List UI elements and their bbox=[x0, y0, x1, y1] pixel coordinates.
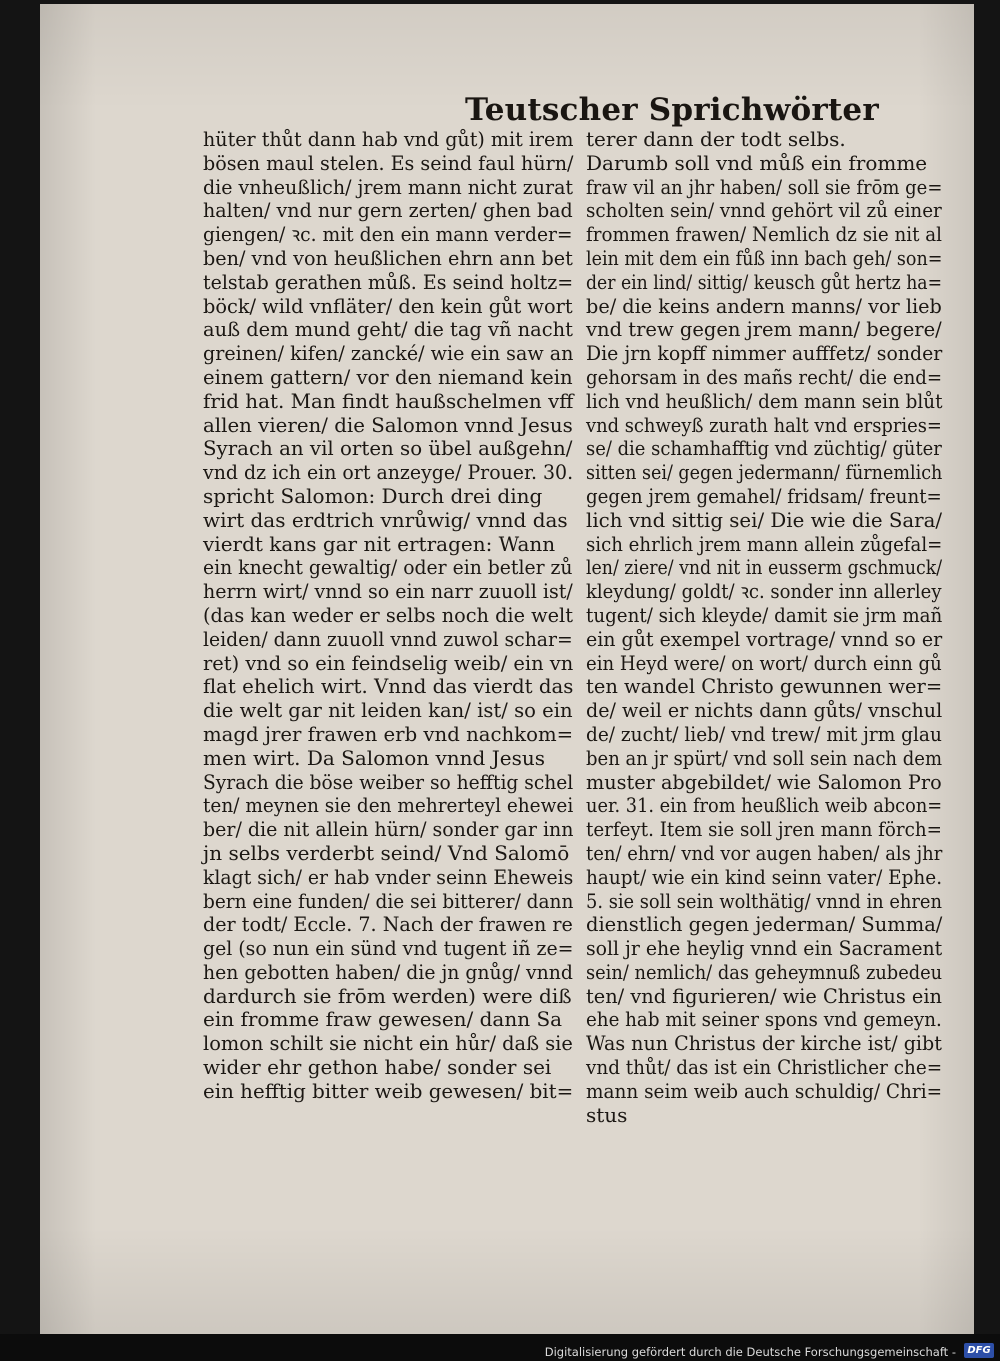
text-line: bösen maul stelen. Es seind faul hürn/ bbox=[203, 150, 574, 175]
text-line: be/ die keins andern manns/ vor lieb bbox=[586, 293, 942, 318]
text-line: halten/ vnd nur gern zerten/ ghen bad bbox=[203, 198, 573, 223]
text-line: vnd thůt/ das ist ein Christlicher che= bbox=[586, 1055, 943, 1080]
text-line: de/ weil er nichts dann gůts/ vnschul bbox=[586, 698, 943, 723]
running-head: Teutscher Sprichwörter bbox=[465, 92, 879, 128]
text-line: ten/ meynen sie den mehrerteyl ehewei bbox=[203, 793, 574, 818]
text-line: vnd trew gegen jrem mann/ begere/ bbox=[586, 317, 942, 342]
text-line: sich ehrlich jrem mann allein zůgefal= bbox=[586, 531, 943, 556]
text-line: böck/ wild vnfläter/ den kein gůt wort bbox=[203, 293, 573, 318]
text-line: ten/ vnd figurieren/ wie Christus ein bbox=[586, 983, 943, 1008]
text-line: Syrach an vil orten so übel außgehn/ bbox=[203, 436, 573, 461]
text-line: terfeyt. Item sie soll jren mann förch= bbox=[586, 817, 942, 842]
text-line: hüter thůt dann hab vnd gůt) mit irem bbox=[203, 127, 574, 151]
text-line: vierdt kans gar nit ertragen: Wann bbox=[203, 531, 556, 556]
text-line: se/ die schamhafftig vnd züchtig/ güter bbox=[586, 436, 942, 461]
text-line: ehe hab mit seiner spons vnd gemeyn. bbox=[586, 1007, 942, 1032]
text-line: len/ ziere/ vnd nit in eusserm gschmuck/ bbox=[586, 555, 943, 580]
text-line: vnd dz ich ein ort anzeyge/ Prouer. 30. bbox=[203, 460, 574, 485]
text-line: wirt das erdtrich vnrůwig/ vnnd das bbox=[203, 507, 568, 532]
text-line: Was nun Christus der kirche ist/ gibt bbox=[586, 1031, 942, 1056]
text-line: ein fromme fraw gewesen/ dann Sa bbox=[203, 1007, 563, 1032]
text-line: fraw vil an jhr haben/ soll sie frōm ge= bbox=[586, 174, 943, 199]
text-line: bern eine funden/ die sei bitterer/ dann bbox=[203, 888, 574, 913]
text-line: ten wandel Christo gewunnen wer= bbox=[586, 674, 943, 699]
text-line: gehorsam in des mañs recht/ die end= bbox=[586, 364, 943, 389]
text-line: scholten sein/ vnnd gehört vil zů einer bbox=[586, 198, 942, 223]
text-line: men wirt. Da Salomon vnnd Jesus bbox=[203, 745, 545, 770]
text-line: die vnheußlich/ jrem mann nicht zurat bbox=[203, 174, 574, 199]
text-line: giengen/ ꝛc. mit den ein mann verder= bbox=[203, 222, 573, 247]
text-line: herrn wirt/ vnnd so ein narr zuuoll ist/ bbox=[203, 579, 573, 604]
funding-notice: Digitalisierung gefördert durch die Deutsche Forschungsgemeinschaft - bbox=[544, 1345, 956, 1359]
text-line: gegen jrem gemahel/ fridsam/ freunt= bbox=[586, 483, 942, 508]
text-line: Darumb soll vnd můß ein fromme bbox=[586, 150, 928, 175]
text-line: lein mit dem ein fůß inn bach geh/ son= bbox=[586, 245, 943, 270]
text-line: frid hat. Man findt haußschelmen vff bbox=[203, 388, 574, 413]
text-line: dienstlich gegen jederman/ Summa/ bbox=[586, 912, 943, 937]
text-line: lich vnd heußlich/ dem mann sein blůt bbox=[586, 388, 943, 413]
text-line: Die jrn kopff nimmer aufffetz/ sonder bbox=[586, 341, 943, 366]
text-line: ein hefftig bitter weib gewesen/ bit= bbox=[203, 1078, 574, 1103]
text-line: tugent/ sich kleyde/ damit sie jrm mañ bbox=[586, 602, 943, 627]
text-line: gel (so nun ein sünd vnd tugent iñ ze= bbox=[203, 936, 574, 961]
text-line: Syrach die böse weiber so hefftig schel bbox=[203, 769, 574, 794]
text-line: lich vnd sittig sei/ Die wie die Sara/ bbox=[586, 507, 943, 532]
text-line: ben/ vnd von heußlichen ehrn ann bet bbox=[203, 245, 573, 270]
footer-bar bbox=[0, 1334, 1000, 1361]
left-text-column bbox=[203, 128, 573, 1104]
text-line: ein knecht gewaltig/ oder ein betler zů bbox=[203, 555, 573, 580]
text-line: 5. sie soll sein wolthätig/ vnnd in ehren bbox=[586, 888, 942, 913]
text-line: sein/ nemlich/ das geheymnuß zubedeu bbox=[586, 959, 943, 984]
text-line: flat ehelich wirt. Vnnd das vierdt das bbox=[203, 674, 574, 699]
text-line: dardurch sie frōm werden) were diß bbox=[203, 983, 572, 1008]
text-line: ber/ die nit allein hürn/ sonder gar inn bbox=[203, 817, 574, 842]
text-line: greinen/ kifen/ zancké/ wie ein saw an bbox=[203, 341, 574, 366]
text-line: magd jrer frawen erb vnd nachkom= bbox=[203, 721, 574, 746]
text-line: ben an jr spürt/ vnd soll sein nach dem bbox=[586, 745, 943, 770]
text-line: ret) vnd so ein feindselig weib/ ein vn bbox=[203, 650, 574, 675]
text-line: frommen frawen/ Nemlich dz sie nit al bbox=[586, 222, 942, 247]
text-line: (das kan weder er selbs noch die welt bbox=[203, 602, 573, 627]
text-line: jn selbs verderbt seind/ Vnd Salomō bbox=[203, 840, 570, 865]
dfg-logo: DFG bbox=[964, 1343, 994, 1358]
text-line: klagt sich/ er hab vnder seinn Eheweis bbox=[203, 864, 574, 889]
text-line: auß dem mund geht/ die tag vñ nacht bbox=[203, 317, 573, 342]
text-line: stus bbox=[586, 1102, 628, 1127]
text-line: hen gebotten haben/ die jn gnůg/ vnnd bbox=[203, 959, 573, 984]
text-line: haupt/ wie ein kind seinn vater/ Ephe. bbox=[586, 864, 943, 889]
text-line: allen vieren/ die Salomon vnnd Jesus bbox=[203, 412, 573, 437]
text-line: muster abgebildet/ wie Salomon Pro bbox=[586, 769, 942, 794]
text-line: der todt/ Eccle. 7. Nach der frawen re bbox=[203, 912, 573, 937]
text-line: spricht Salomon: Durch drei ding bbox=[203, 483, 543, 508]
text-line: leiden/ dann zuuoll vnnd zuwol schar= bbox=[203, 626, 573, 651]
text-line: wider ehr gethon habe/ sonder sei bbox=[203, 1055, 552, 1080]
text-line: einem gattern/ vor den niemand kein bbox=[203, 364, 573, 389]
text-line: die welt gar nit leiden kan/ ist/ so ein bbox=[203, 698, 573, 723]
text-line: de/ zucht/ lieb/ vnd trew/ mit jrm glau bbox=[586, 721, 942, 746]
text-line: soll jr ehe heylig vnnd ein Sacrament bbox=[586, 936, 943, 961]
text-line: ein Heyd were/ on wort/ durch einn gů bbox=[586, 650, 942, 675]
text-line: sitten sei/ gegen jedermann/ fürnemlich bbox=[586, 460, 943, 485]
text-line: mann seim weib auch schuldig/ Chri= bbox=[586, 1078, 943, 1103]
text-line: lomon schilt sie nicht ein hůr/ daß sie bbox=[203, 1031, 573, 1056]
text-line: vnd schweyß zurath halt vnd erspries= bbox=[586, 412, 942, 437]
text-line: kleydung/ goldt/ ꝛc. sonder inn allerley bbox=[586, 579, 942, 604]
text-line: ten/ ehrn/ vnd vor augen haben/ als jhr bbox=[586, 840, 943, 865]
text-line: ein gůt exempel vortrage/ vnnd so er bbox=[586, 626, 943, 651]
text-line: terer dann der todt selbs. bbox=[586, 127, 846, 151]
text-line: telstab gerathen můß. Es seind holtz= bbox=[203, 269, 574, 294]
right-text-column bbox=[586, 128, 942, 1127]
text-line: der ein lind/ sittig/ keusch gůt hertz ha= bbox=[586, 269, 943, 294]
text-line: uer. 31. ein from heußlich weib abcon= bbox=[586, 793, 943, 818]
